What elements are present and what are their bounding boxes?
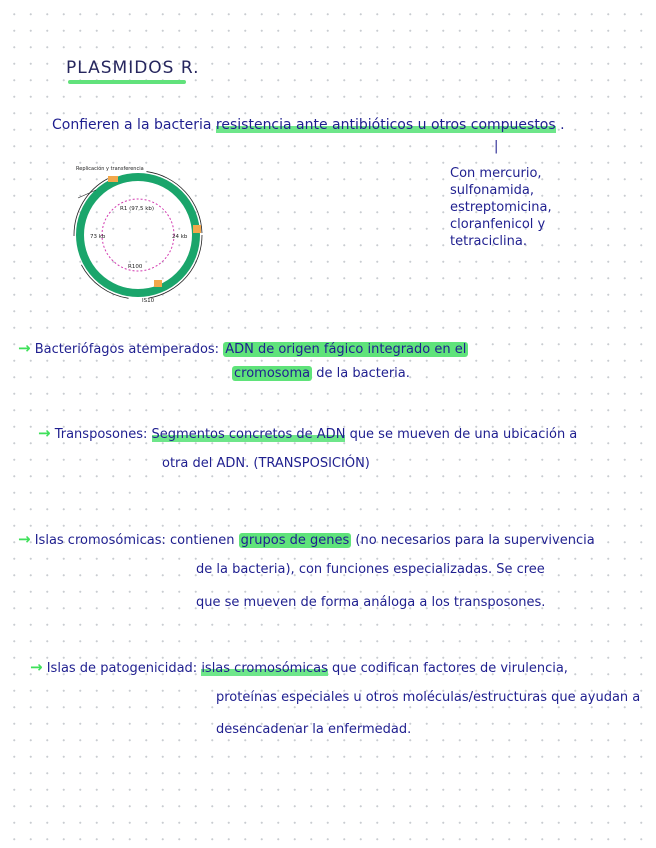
section-transposones — [38, 424, 577, 442]
definition-rest: que se mueven de una ubicación a — [349, 427, 578, 442]
definition-highlight: grupos de genes — [240, 533, 350, 548]
section-bacteriofagos — [18, 339, 468, 357]
section-transposones-line2: otra del ADN. (TRANSPOSICIÓN) — [162, 456, 370, 471]
arrow-icon: → — [18, 339, 31, 357]
marker-right — [193, 225, 201, 233]
term-transposones: Transposones: — [54, 427, 148, 442]
term-islas-cromosomicas: Islas cromosómicas: — [34, 533, 166, 548]
section-islas-cromosomicas — [18, 530, 595, 548]
diagram-label-is10: IS10 — [142, 298, 155, 304]
title-underline — [68, 80, 186, 84]
section-islas-patogenicidad-line3: desencadenar la enfermedad. — [216, 722, 412, 737]
definition-b: (no necesarios para la supervivencia — [355, 533, 595, 548]
section-islas-patogenicidad — [30, 658, 568, 676]
diagram-label-r100: R100 — [128, 264, 143, 270]
diagram-label-73kb: 73 kb — [90, 234, 106, 240]
definition-highlight: ADN de origen fágico integrado en el — [225, 342, 467, 357]
diagram-label-r1: R1 (97,5 kb) — [120, 206, 155, 212]
intro-before: Confieren a la bacteria — [52, 117, 212, 133]
plasmid-diagram — [58, 160, 228, 310]
definition-rest: que codifican factores de virulencia, — [332, 661, 568, 676]
connector-tick: | — [494, 139, 499, 154]
arrow-icon: → — [18, 530, 31, 548]
page-title: PLASMIDOS R. — [66, 58, 200, 78]
arrow-icon: → — [30, 658, 43, 676]
definition-rest: de la bacteria. — [316, 366, 410, 381]
section-islas-cromosomicas-line3: que se mueven de forma análoga a los transposones. — [196, 595, 546, 610]
section-islas-patogenicidad-line2: proteínas especiales u otros moléculas/estructuras que ayudan a — [216, 690, 641, 705]
definition-highlight: islas cromosómicas — [201, 661, 328, 676]
intro-highlight: resistencia ante antibióticos u otros compuestos — [215, 117, 556, 133]
definition-a: contienen — [170, 533, 235, 548]
term-islas-patogenicidad: Islas de patogenicidad: — [46, 661, 198, 676]
compound-list: Con mercurio, sulfonamida, estreptomicina, cloranfenicol y tetraciclina. — [450, 166, 552, 249]
diagram-label-top: Replicación y transferencia — [76, 166, 144, 172]
diagram-label-24kb: 24 kb — [172, 234, 188, 240]
section-islas-cromosomicas-line2: de la bacteria), con funciones especializadas. Se cree — [196, 562, 545, 577]
intro-sentence — [52, 117, 565, 133]
marker-bottom — [154, 280, 162, 287]
marker-top — [108, 176, 118, 182]
definition-highlight: Segmentos concretos de ADN — [151, 427, 346, 442]
arrow-icon: → — [38, 424, 51, 442]
section-bacteriofagos-line2 — [232, 366, 410, 381]
definition-highlight-2: cromosoma — [234, 366, 311, 381]
intro-end: . — [560, 117, 565, 133]
term-bacteriofagos: Bacteriófagos atemperados: — [34, 342, 220, 357]
